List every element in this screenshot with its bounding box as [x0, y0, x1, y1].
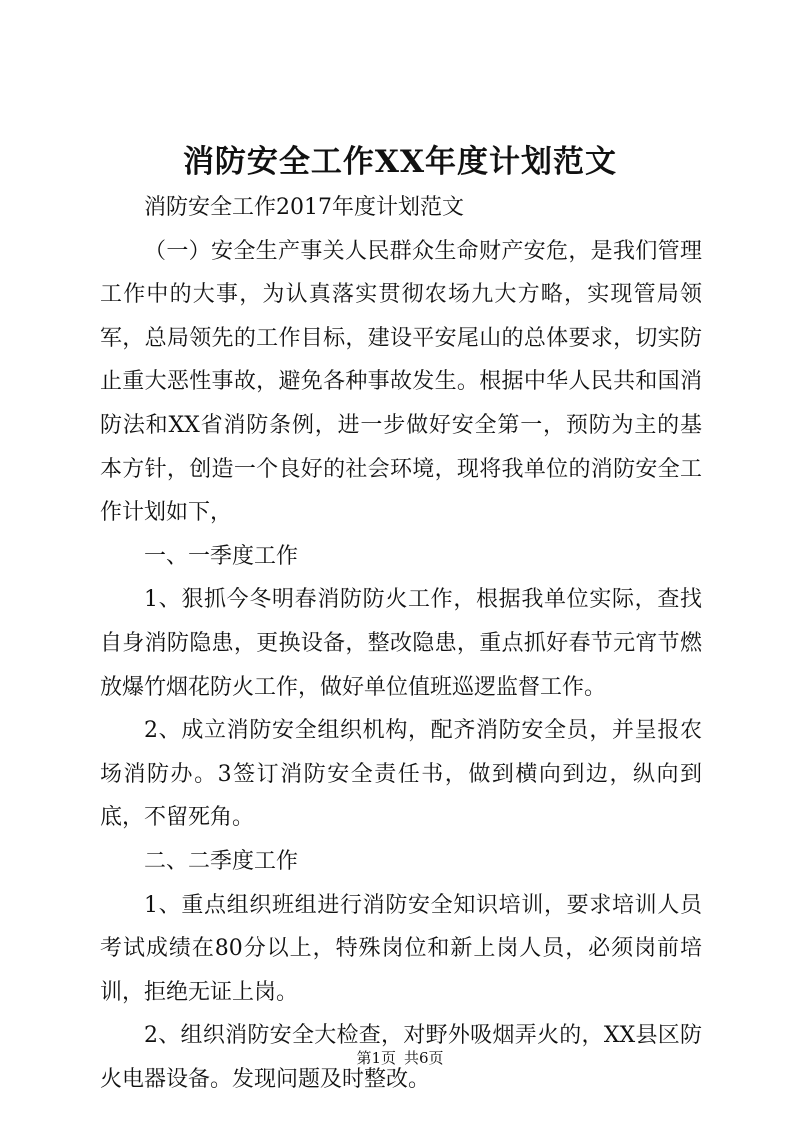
page-total: 共6页 [404, 1049, 444, 1067]
section-heading-q1: 一、一季度工作 [144, 543, 299, 569]
page-number: 第1页 [356, 1049, 396, 1067]
subtitle-paragraph: 消防安全工作2017年度计划范文 [144, 195, 464, 220]
section-heading-q2: 二、二季度工作 [144, 848, 299, 874]
intro-paragraph: （一）安全生产事关人民群众生命财产安危，是我们管理工作中的大事，为认真落实贯彻农场九大方略，实现管局领军，总局领先的工作目标，建设平安尾山的总体要求，切实防止重大恶性事故，避免各种事故发生。根据中华人民共和国消防法和XX省消防条例，进一步做好安全第一，预防为主的基本方针，创造一个良好的社会环境，现将我单位的消防安全工作计划如下， [100, 238, 702, 526]
q2-item-1: 1、重点组织班组进行消防安全知识培训，要求培训人员考试成绩在80分以上，特殊岗位和新上岗人员，必须岗前培训，拒绝无证上岗。 [100, 892, 702, 1005]
q2-item-2: 2、组织消防安全大检查，对野外吸烟弄火的，XX县区防火电器设备。发现问题及时整改。 [100, 1023, 702, 1092]
document-body [100, 186, 702, 1101]
q1-item-2: 2、成立消防安全组织机构，配齐消防安全员，并呈报农场消防办。3签订消防安全责任书，做到横向到边，纵向到底，不留死角。 [100, 718, 702, 831]
document-title: 消防安全工作XX年度计划范文 [182, 144, 618, 180]
page-footer [0, 1048, 800, 1068]
q1-item-1: 1、狠抓今冬明春消防防火工作，根据我单位实际，查找自身消防隐患，更换设备，整改隐患，重点抓好春节元宵节燃放爆竹烟花防火工作，做好单位值班巡逻监督工作。 [100, 587, 702, 700]
